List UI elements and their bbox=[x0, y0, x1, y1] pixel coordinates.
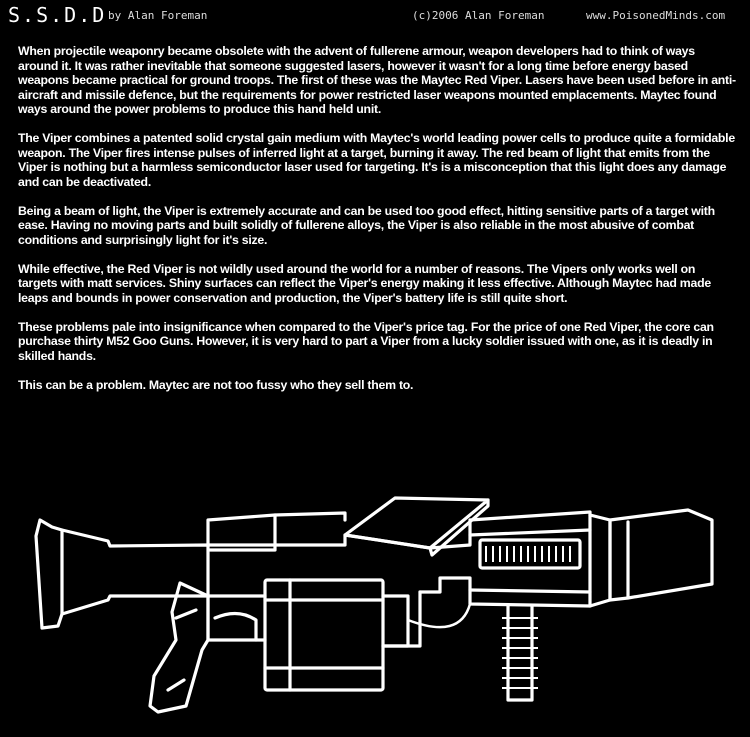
ammo-drum bbox=[265, 580, 383, 690]
article-paragraph: These problems pale into insignificance when compared to the Viper's price tag. For the price of one Red Viper, the core can purchase thirty M52 Goo Guns. However, it is very hard to part a Viper from a lucky soldier issued with one, as it is deadly in skilled hands. bbox=[18, 319, 714, 363]
article-paragraph: While effective, the Red Viper is not wildly used around the world for a number of reasons. The Vipers only works well on targets with matt services. Shiny surfaces can reflect the Viper's energy making it less effective. Although Maytec had made leaps and bounds in power conservation and production, the Viper's battery life is still quite short. bbox=[18, 261, 711, 305]
red-viper-weapon-illustration bbox=[0, 488, 750, 737]
ammo-drum-inner bbox=[383, 596, 408, 646]
stock-outline bbox=[36, 520, 62, 628]
foregrip bbox=[508, 606, 532, 700]
trigger-guard bbox=[215, 613, 256, 640]
lower-connector bbox=[383, 592, 420, 646]
article-body bbox=[18, 44, 736, 407]
copyright-notice: (c)2006 Alan Foreman bbox=[412, 9, 545, 22]
vent-slots bbox=[486, 546, 570, 562]
site-logo[interactable]: S.S.D.D bbox=[8, 3, 107, 27]
barrel-shroud bbox=[590, 515, 610, 606]
article-paragraph: Being a beam of light, the Viper is extremely accurate and can be used too good effect, hitting sensitive parts of a target with ease. Having no moving parts and built solidly of fullerene alloys, the Viper is also reliable in the most abusive of combat conditions and surprisingly light for it's size. bbox=[18, 203, 715, 247]
stock-body bbox=[62, 530, 208, 614]
article-paragraph: When projectile weaponry became obsolete with the advent of fullerene armour, weapon developers had to think of ways around it. It was rather inevitable that someone suggested lasers, however it wasn't for a long time before energy based weapons became practical for ground troops. The first of these was the Maytec Red Viper. Lasers have been used before in anti-aircraft and missile defence, but the requirements for power restricted laser weapons mounted emplacements. Maytec found ways around the power problems to produce this hand held unit. bbox=[18, 44, 736, 116]
header-bar bbox=[0, 0, 750, 26]
muzzle bbox=[610, 510, 712, 600]
author-byline: by Alan Foreman bbox=[108, 9, 208, 22]
article-paragraph: The Viper combines a patented solid crystal gain medium with Maytec's world leading power cells to produce quite a formidable weapon. The Viper fires intense pulses of inferred light at a target, burning it away. The red beam of light that emits from the Viper is nothing but a harmless semiconductor laser used for targeting. It's is a misconception that this light does any damage and can be deactivated. bbox=[18, 131, 735, 189]
vent-box bbox=[480, 540, 580, 568]
power-cable bbox=[408, 604, 470, 627]
article-paragraph: This can be a problem. Maytec are not too fussy who they sell them to. bbox=[18, 377, 414, 392]
site-link[interactable]: www.PoisonedMinds.com bbox=[586, 9, 726, 22]
pistol-grip bbox=[150, 583, 208, 712]
